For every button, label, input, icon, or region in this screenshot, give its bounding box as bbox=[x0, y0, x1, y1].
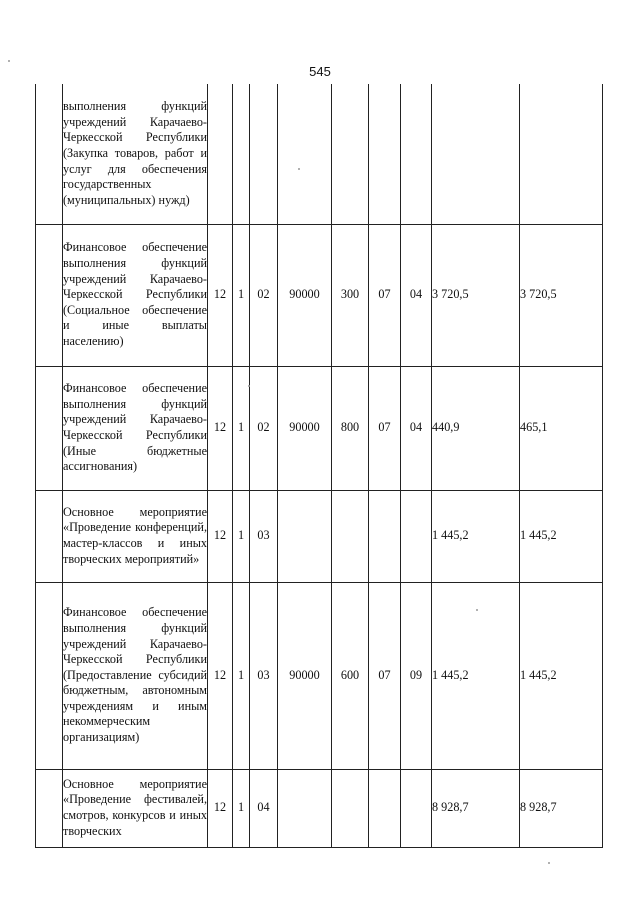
scan-speck bbox=[248, 385, 250, 387]
table-row bbox=[36, 769, 603, 847]
cell-code-5 bbox=[332, 769, 369, 847]
cell-code-7: 09 bbox=[401, 582, 432, 769]
cell-code-2: 1 bbox=[233, 366, 250, 490]
blank-cell bbox=[36, 366, 63, 490]
cell-code-3: 02 bbox=[250, 224, 278, 366]
cell-code-7: 04 bbox=[401, 366, 432, 490]
blank-cell bbox=[36, 769, 63, 847]
cell-code-1: 12 bbox=[208, 582, 233, 769]
cell-code-6 bbox=[369, 769, 401, 847]
cell-code-3: 04 bbox=[250, 769, 278, 847]
cell-code-1: 12 bbox=[208, 366, 233, 490]
row-description: Основное мероприятие «Проведение фестивалей, смотров, конкурсов и иных творческих bbox=[63, 769, 208, 847]
cell-amount-1: 1 445,2 bbox=[432, 582, 520, 769]
cell-code-4: 90000 bbox=[278, 366, 332, 490]
cell-code-4 bbox=[278, 84, 332, 224]
cell-code-5: 600 bbox=[332, 582, 369, 769]
cell-amount-2 bbox=[520, 84, 603, 224]
cell-amount-2: 1 445,2 bbox=[520, 582, 603, 769]
scan-speck bbox=[476, 609, 478, 611]
cell-amount-2: 465,1 bbox=[520, 366, 603, 490]
blank-cell bbox=[36, 84, 63, 224]
table-row bbox=[36, 582, 603, 769]
table-row bbox=[36, 224, 603, 366]
cell-code-2: 1 bbox=[233, 490, 250, 582]
cell-code-2: 1 bbox=[233, 582, 250, 769]
table-row bbox=[36, 366, 603, 490]
cell-code-7 bbox=[401, 769, 432, 847]
cell-amount-2: 1 445,2 bbox=[520, 490, 603, 582]
cell-code-3: 03 bbox=[250, 490, 278, 582]
cell-code-5 bbox=[332, 490, 369, 582]
row-description: выполнения функций учреждений Карачаево-Черкесской Республики (Закупка товаров, работ и услуг для обеспечения государственных (муниципальных) нужд) bbox=[63, 84, 208, 224]
cell-code-3 bbox=[250, 84, 278, 224]
row-description: Финансовое обеспечение выполнения функций учреждений Карачаево-Черкесской Республики (Иные бюджетные ассигнования) bbox=[63, 366, 208, 490]
row-description: Основное мероприятие «Проведение конференций, мастер-классов и иных творческих мероприятий» bbox=[63, 490, 208, 582]
cell-code-2: 1 bbox=[233, 769, 250, 847]
cell-code-5: 800 bbox=[332, 366, 369, 490]
blank-cell bbox=[36, 490, 63, 582]
cell-code-5 bbox=[332, 84, 369, 224]
cell-amount-2: 3 720,5 bbox=[520, 224, 603, 366]
cell-code-7 bbox=[401, 490, 432, 582]
cell-amount-1 bbox=[432, 84, 520, 224]
cell-code-1 bbox=[208, 84, 233, 224]
cell-code-7: 04 bbox=[401, 224, 432, 366]
cell-amount-1: 3 720,5 bbox=[432, 224, 520, 366]
cell-code-7 bbox=[401, 84, 432, 224]
cell-code-4 bbox=[278, 769, 332, 847]
cell-code-3: 03 bbox=[250, 582, 278, 769]
blank-cell bbox=[36, 582, 63, 769]
cell-amount-1: 8 928,7 bbox=[432, 769, 520, 847]
budget-table bbox=[35, 84, 603, 848]
cell-amount-1: 1 445,2 bbox=[432, 490, 520, 582]
cell-code-1: 12 bbox=[208, 490, 233, 582]
table-row bbox=[36, 490, 603, 582]
cell-code-6: 07 bbox=[369, 582, 401, 769]
table-row bbox=[36, 84, 603, 224]
cell-amount-1: 440,9 bbox=[432, 366, 520, 490]
cell-code-4: 90000 bbox=[278, 582, 332, 769]
cell-code-4: 90000 bbox=[278, 224, 332, 366]
scan-speck bbox=[8, 60, 10, 62]
cell-code-6 bbox=[369, 490, 401, 582]
scan-speck bbox=[298, 168, 300, 170]
cell-code-6: 07 bbox=[369, 224, 401, 366]
cell-code-4 bbox=[278, 490, 332, 582]
cell-code-1: 12 bbox=[208, 769, 233, 847]
cell-code-2: 1 bbox=[233, 224, 250, 366]
row-description: Финансовое обеспечение выполнения функций учреждений Карачаево-Черкесской Республики (Социальное обеспечение и иные выплаты населению) bbox=[63, 224, 208, 366]
blank-cell bbox=[36, 224, 63, 366]
page-number: 545 bbox=[309, 64, 331, 79]
cell-code-1: 12 bbox=[208, 224, 233, 366]
cell-code-2 bbox=[233, 84, 250, 224]
scan-speck bbox=[548, 862, 550, 864]
cell-code-5: 300 bbox=[332, 224, 369, 366]
cell-amount-2: 8 928,7 bbox=[520, 769, 603, 847]
cell-code-3: 02 bbox=[250, 366, 278, 490]
row-description: Финансовое обеспечение выполнения функций учреждений Карачаево-Черкесской Республики (Предоставление субсидий бюджетным, автономным учреждениям и иным некоммерческим организациям) bbox=[63, 582, 208, 769]
cell-code-6: 07 bbox=[369, 366, 401, 490]
cell-code-6 bbox=[369, 84, 401, 224]
